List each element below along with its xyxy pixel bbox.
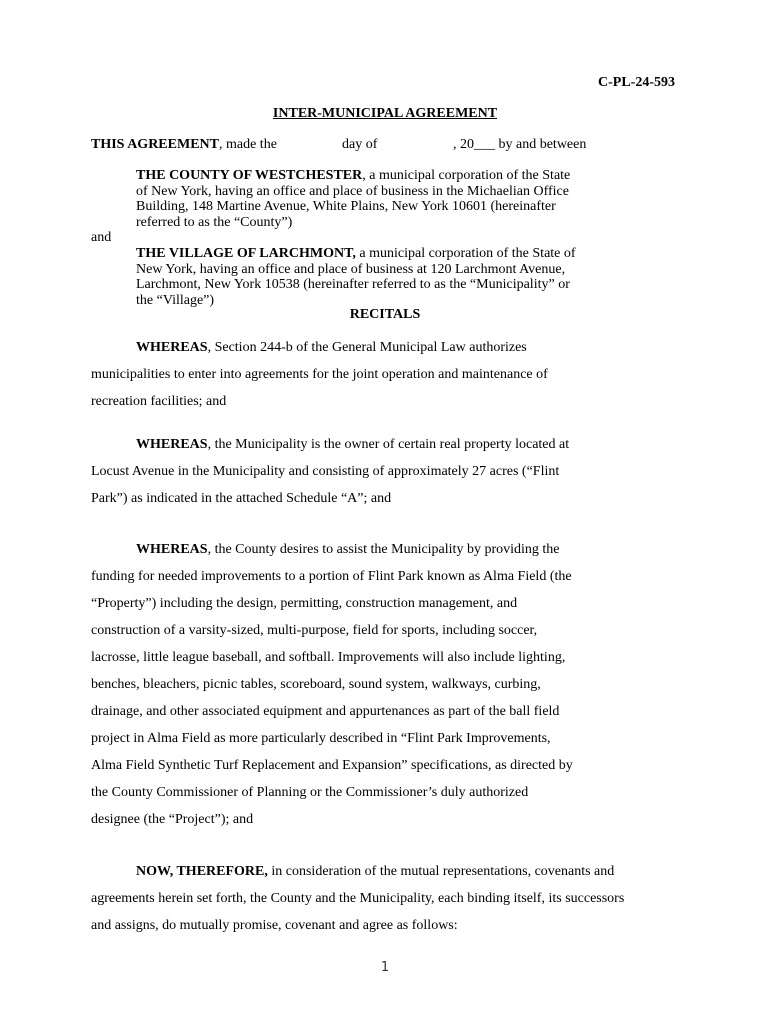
party-county-line: , a municipal corporation of the State xyxy=(362,168,571,183)
party-county-line: Building, 148 Martine Avenue, White Plains, New York 10601 (hereinafter xyxy=(136,199,556,214)
whereas3-line: the County Commissioner of Planning or the Commissioner’s duly authorized xyxy=(91,785,529,800)
opening-day-of: day of xyxy=(342,137,378,152)
whereas3-line: lacrosse, little league baseball, and softball. Improvements will also include lighting, xyxy=(91,650,566,665)
whereas3-first-line xyxy=(136,542,560,558)
whereas2-line: Park”) as indicated in the attached Schedule “A”; and xyxy=(91,491,392,506)
whereas1-line: recreation facilities; and xyxy=(91,394,227,409)
whereas3-lead: WHEREAS xyxy=(136,542,208,557)
whereas2-first-line xyxy=(136,437,569,453)
whereas1-first-line xyxy=(136,340,527,356)
now-therefore-line: in consideration of the mutual representations, covenants and xyxy=(267,864,615,879)
whereas2-lead: WHEREAS xyxy=(136,437,208,452)
party-village-line: Larchmont, New York 10538 (hereinafter referred to as the “Municipality” or xyxy=(136,277,570,292)
whereas1-lead: WHEREAS xyxy=(136,340,208,355)
opening-lead-line xyxy=(91,137,277,153)
party-county-line: referred to as the “County”) xyxy=(136,214,293,230)
whereas2-line: Locust Avenue in the Municipality and consisting of approximately 27 acres (“Flint xyxy=(91,464,560,479)
document-number: C-PL-24-593 xyxy=(598,75,675,90)
now-therefore-first-line xyxy=(136,864,614,880)
page-number: 1 xyxy=(380,960,390,975)
party-county-line: of New York, having an office and place of business in the Michaelian Office xyxy=(136,183,569,199)
now-therefore-line: and assigns, do mutually promise, covenant and agree as follows: xyxy=(91,918,458,933)
whereas3-line: project in Alma Field as more particularly described in “Flint Park Improvements, xyxy=(91,731,551,746)
now-therefore-lead: NOW, THEREFORE, xyxy=(136,864,268,879)
party-village-name: THE VILLAGE OF LARCHMONT, xyxy=(136,246,356,261)
party-village-line: New York, having an office and place of business at 120 Larchmont Avenue, xyxy=(136,261,566,277)
whereas3-line: construction of a varsity-sized, multi-purpose, field for sports, including soccer, xyxy=(91,623,538,638)
whereas3-line: “Property”) including the design, permitting, construction management, and xyxy=(91,596,518,611)
whereas3-line: , the County desires to assist the Municipality by providing the xyxy=(207,542,560,557)
document-title: INTER-MUNICIPAL AGREEMENT xyxy=(272,106,498,121)
whereas3-line: funding for needed improvements to a portion of Flint Park known as Alma Field (the xyxy=(91,569,572,584)
opening-lead: THIS AGREEMENT xyxy=(91,137,219,152)
opening-made-the: , made the xyxy=(218,137,277,152)
whereas2-line: , the Municipality is the owner of certain real property located at xyxy=(207,437,570,452)
now-therefore-line: agreements herein set forth, the County and the Municipality, each binding itself, its successors xyxy=(91,891,625,906)
whereas3-line: designee (the “Project”); and xyxy=(91,812,254,827)
whereas3-line: Alma Field Synthetic Turf Replacement and Expansion” specifications, as directed by xyxy=(91,758,573,773)
whereas3-line: drainage, and other associated equipment and appurtenances as part of the ball field xyxy=(91,704,560,719)
and-word: and xyxy=(91,230,112,245)
whereas1-line: municipalities to enter into agreements for the joint operation and maintenance of xyxy=(91,367,548,382)
party-village-block xyxy=(136,246,636,308)
recitals-heading: RECITALS xyxy=(349,307,421,322)
party-village-line: a municipal corporation of the State of xyxy=(355,246,576,261)
whereas3-line: benches, bleachers, picnic tables, scoreboard, sound system, walkways, curbing, xyxy=(91,677,541,692)
opening-year: , 20___ by and between xyxy=(453,137,587,152)
party-village-line: the “Village”) xyxy=(136,292,215,308)
party-county-name: THE COUNTY OF WESTCHESTER xyxy=(136,168,363,183)
whereas1-line: , Section 244-b of the General Municipal Law authorizes xyxy=(207,340,527,355)
party-county-block xyxy=(136,168,636,230)
